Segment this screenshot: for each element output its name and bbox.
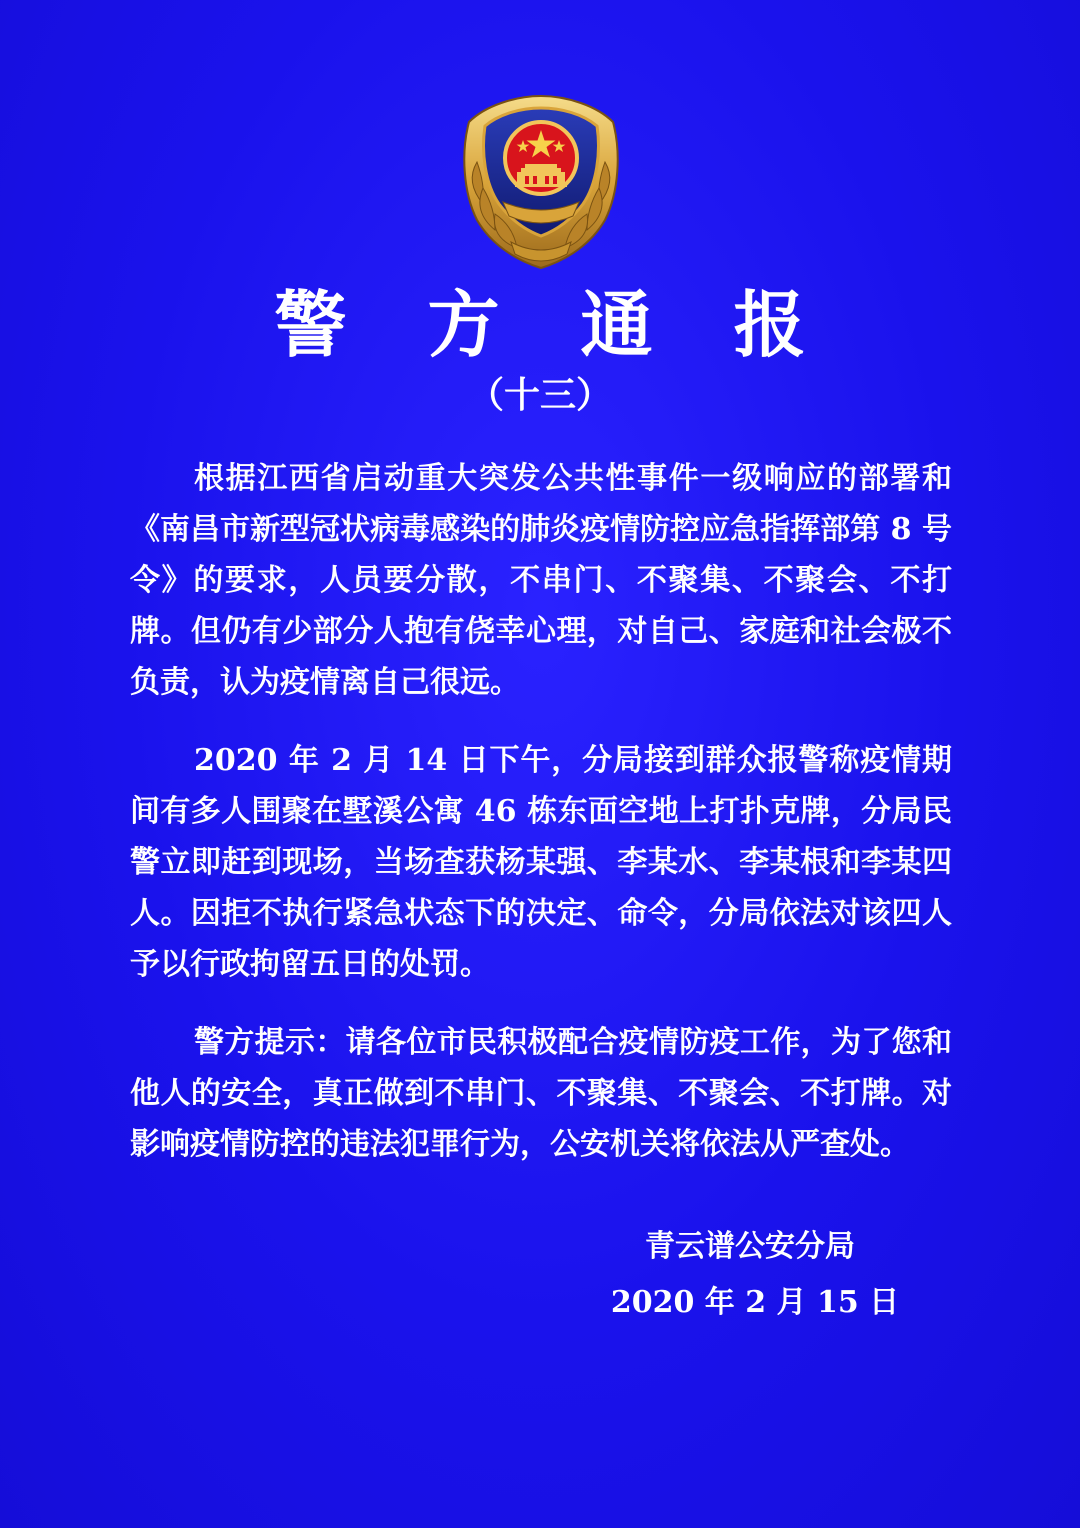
notice-paragraph-2: 2020 年 2 月 14 日下午，分局接到群众报警称疫情期间有多人围聚在墅溪公寓 46 栋东面空地上打扑克牌，分局民警立即赶到现场，当场查获杨某强、李某水、李某根和李某四人。因拒不执行紧急状态下的决定、命令，分局依法对该四人予以行政拘留五日的处罚。 (130, 743, 952, 982)
notice-subtitle: （十三） (467, 375, 612, 416)
signature-date: 2020 年 2 月 15 日 (610, 1285, 900, 1320)
notice-title: 警 方 通 报 (274, 283, 834, 367)
police-emblem-icon (455, 92, 627, 270)
notice-paragraph-3: 警方提示：请各位市民积极配合疫情防疫工作，为了您和他人的安全，真正做到不串门、不聚集、不聚会、不打牌。对影响疫情防控的违法犯罪行为，公安机关将依法从严查处。 (130, 1025, 952, 1162)
notice-paragraph-1: 根据江西省启动重大突发公共性事件一级响应的部署和《南昌市新型冠状病毒感染的肺炎疫情防控应急指挥部第 8 号令》的要求，人员要分散，不串门、不聚集、不聚会、不打牌。但仍有少部分人抱有侥幸心理，对自己、家庭和社会极不负责，认为疫情离自己很远。 (130, 461, 952, 700)
signature-organization: 青云谱公安分局 (645, 1229, 855, 1264)
